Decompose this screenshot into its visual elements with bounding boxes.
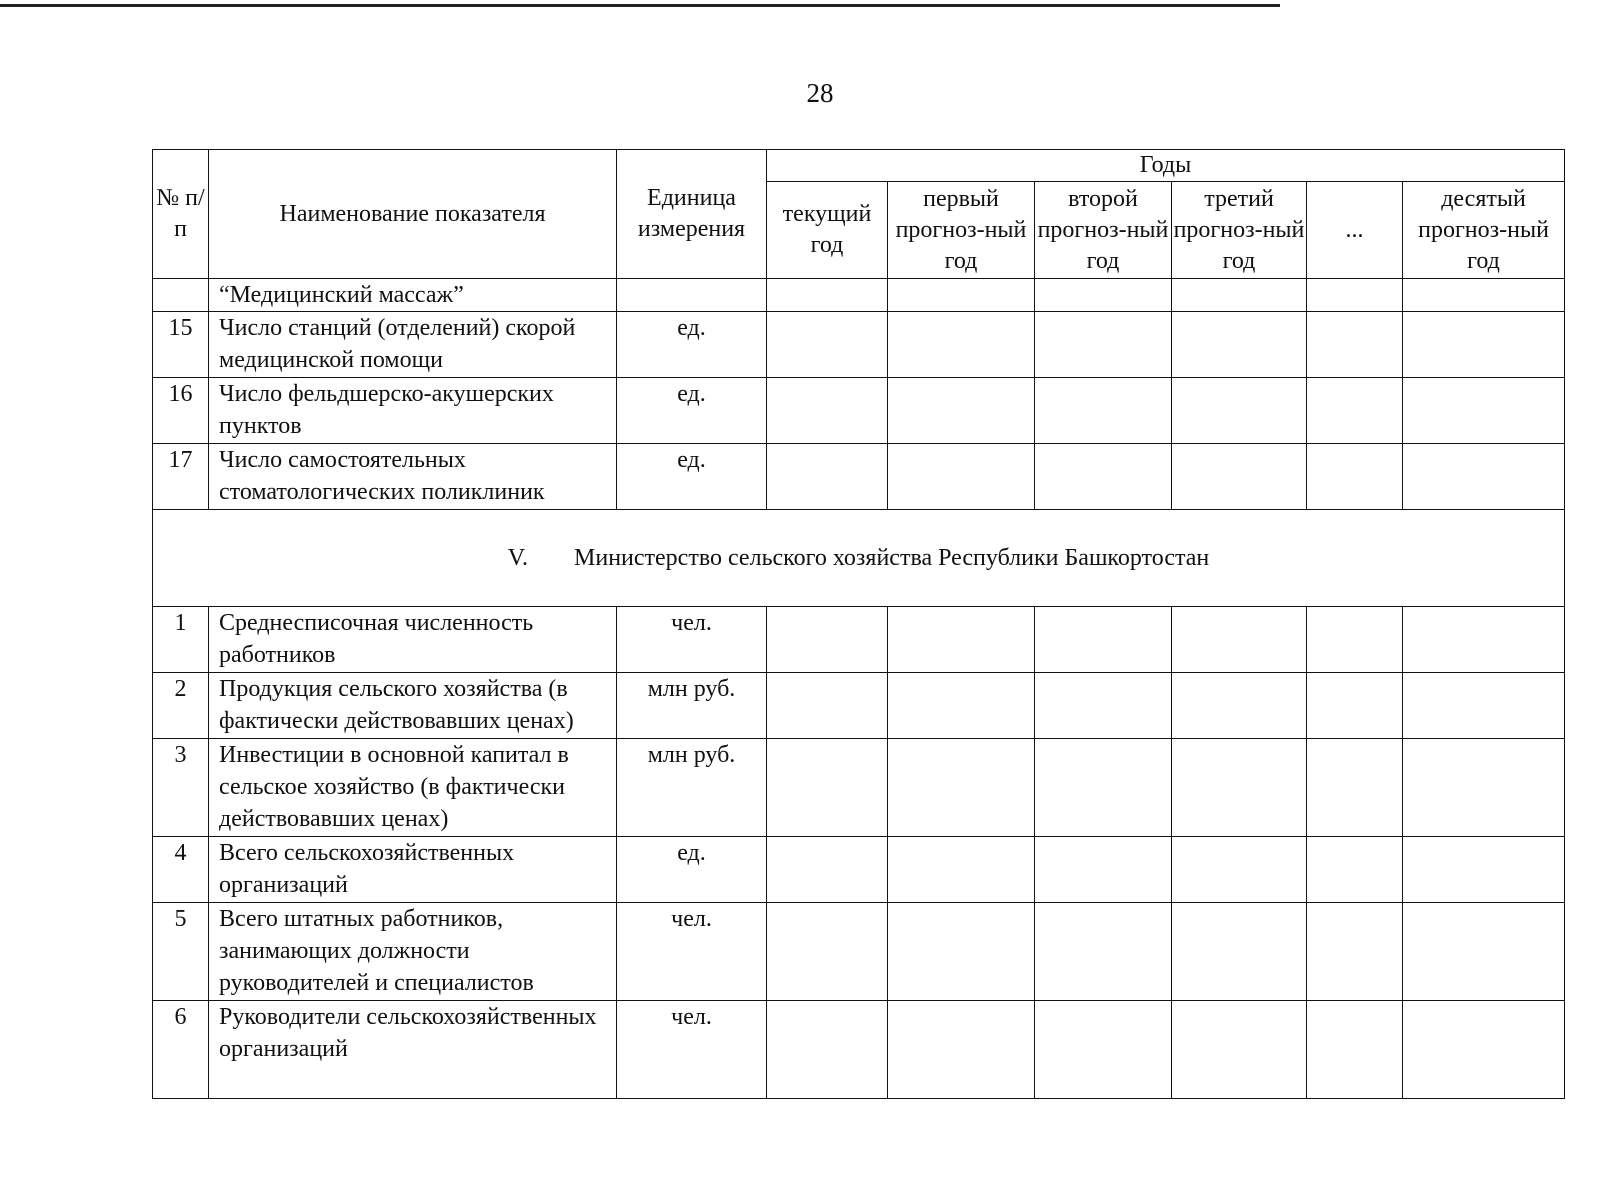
year-cell: [767, 837, 888, 903]
header-row-top: [153, 150, 1565, 182]
row-unit: ед.: [617, 837, 767, 903]
year-cell: [1307, 444, 1403, 510]
row-unit: ед.: [617, 312, 767, 378]
table-row: [153, 903, 1565, 1001]
year-cell: [767, 279, 888, 312]
row-num: 5: [153, 903, 209, 1001]
year-cell: [888, 444, 1035, 510]
year-cell: [888, 378, 1035, 444]
table-row: [153, 739, 1565, 837]
row-num: 16: [153, 378, 209, 444]
year-cell: [767, 673, 888, 739]
row-unit: чел.: [617, 903, 767, 1001]
year-cell: [767, 1001, 888, 1099]
row-unit: [617, 279, 767, 312]
header-num: № п/п: [153, 150, 209, 279]
row-name: Всего сельскохозяйственных организаций: [209, 837, 617, 903]
row-num: 2: [153, 673, 209, 739]
header-years: Годы: [767, 150, 1565, 182]
year-cell: [888, 1001, 1035, 1099]
header-year-col: первый прогноз-ный год: [888, 182, 1035, 279]
year-cell: [767, 312, 888, 378]
section-row: [153, 510, 1565, 607]
section-heading: [153, 510, 1565, 607]
header-unit: Единица измерения: [617, 150, 767, 279]
row-name: Руководители сельскохозяйственных организаций: [209, 1001, 617, 1099]
year-cell: [1172, 1001, 1307, 1099]
year-cell: [1307, 1001, 1403, 1099]
year-cell: [767, 903, 888, 1001]
year-cell: [1403, 378, 1565, 444]
indicators-table: [152, 149, 1565, 1099]
row-unit: ед.: [617, 444, 767, 510]
row-num: 6: [153, 1001, 209, 1099]
year-cell: [1307, 607, 1403, 673]
row-num: 15: [153, 312, 209, 378]
year-cell: [888, 607, 1035, 673]
year-cell: [1035, 378, 1172, 444]
header-year-col: ...: [1307, 182, 1403, 279]
row-name: Число фельдшерско-акушерских пунктов: [209, 378, 617, 444]
table-row: [153, 1001, 1565, 1099]
year-cell: [888, 673, 1035, 739]
row-num: 17: [153, 444, 209, 510]
row-num: [153, 279, 209, 312]
year-cell: [1307, 279, 1403, 312]
year-cell: [1172, 837, 1307, 903]
table-row: [153, 378, 1565, 444]
row-unit: чел.: [617, 607, 767, 673]
row-unit: млн руб.: [617, 739, 767, 837]
year-cell: [1172, 607, 1307, 673]
row-name: Всего штатных работников, занимающих должности руководителей и специалистов: [209, 903, 617, 1001]
row-name: Продукция сельского хозяйства (в фактически действовавших ценах): [209, 673, 617, 739]
year-cell: [888, 903, 1035, 1001]
year-cell: [1172, 903, 1307, 1001]
top-border-line: [0, 4, 1280, 7]
row-name: “Медицинский массаж”: [209, 279, 617, 312]
year-cell: [1035, 444, 1172, 510]
row-name: Инвестиции в основной капитал в сельское хозяйство (в фактически действовавших ценах): [209, 739, 617, 837]
year-cell: [1035, 903, 1172, 1001]
year-cell: [1035, 739, 1172, 837]
year-cell: [1035, 837, 1172, 903]
table-row: [153, 837, 1565, 903]
section-number: V.: [507, 545, 529, 571]
year-cell: [1307, 739, 1403, 837]
table-row: [153, 279, 1565, 312]
year-cell: [1403, 279, 1565, 312]
year-cell: [1307, 312, 1403, 378]
header-name: Наименование показателя: [209, 150, 617, 279]
year-cell: [1035, 673, 1172, 739]
row-unit: чел.: [617, 1001, 767, 1099]
year-cell: [888, 312, 1035, 378]
year-cell: [767, 739, 888, 837]
year-cell: [1172, 739, 1307, 837]
header-year-col: текущий год: [767, 182, 888, 279]
year-cell: [767, 607, 888, 673]
year-cell: [1172, 378, 1307, 444]
year-cell: [1403, 312, 1565, 378]
row-num: 4: [153, 837, 209, 903]
year-cell: [1403, 837, 1565, 903]
year-cell: [1172, 312, 1307, 378]
year-cell: [1307, 903, 1403, 1001]
header-year-col: третий прогноз-ный год: [1172, 182, 1307, 279]
year-cell: [1035, 607, 1172, 673]
table-row: [153, 673, 1565, 739]
year-cell: [1403, 903, 1565, 1001]
row-name: Число самостоятельных стоматологических поликлиник: [209, 444, 617, 510]
year-cell: [888, 279, 1035, 312]
table-row: [153, 607, 1565, 673]
year-cell: [1172, 279, 1307, 312]
section-title: Министерство сельского хозяйства Республики Башкортостан: [574, 545, 1210, 571]
page-number: 28: [806, 78, 834, 108]
year-cell: [1403, 607, 1565, 673]
header-year-col: десятый прогноз-ный год: [1403, 182, 1565, 279]
year-cell: [888, 837, 1035, 903]
row-unit: ед.: [617, 378, 767, 444]
year-cell: [767, 444, 888, 510]
year-cell: [1035, 279, 1172, 312]
row-unit: млн руб.: [617, 673, 767, 739]
header-year-col: второй прогноз-ный год: [1035, 182, 1172, 279]
year-cell: [767, 378, 888, 444]
year-cell: [1307, 378, 1403, 444]
year-cell: [1307, 837, 1403, 903]
table-row: [153, 312, 1565, 378]
year-cell: [1403, 739, 1565, 837]
year-cell: [1403, 444, 1565, 510]
row-name: Среднесписочная численность работников: [209, 607, 617, 673]
year-cell: [1403, 673, 1565, 739]
row-num: 1: [153, 607, 209, 673]
row-name: Число станций (отделений) скорой медицинской помощи: [209, 312, 617, 378]
year-cell: [1403, 1001, 1565, 1099]
year-cell: [1035, 312, 1172, 378]
table-row: [153, 444, 1565, 510]
year-cell: [1172, 673, 1307, 739]
year-cell: [1307, 673, 1403, 739]
year-cell: [1035, 1001, 1172, 1099]
row-num: 3: [153, 739, 209, 837]
year-cell: [888, 739, 1035, 837]
year-cell: [1172, 444, 1307, 510]
